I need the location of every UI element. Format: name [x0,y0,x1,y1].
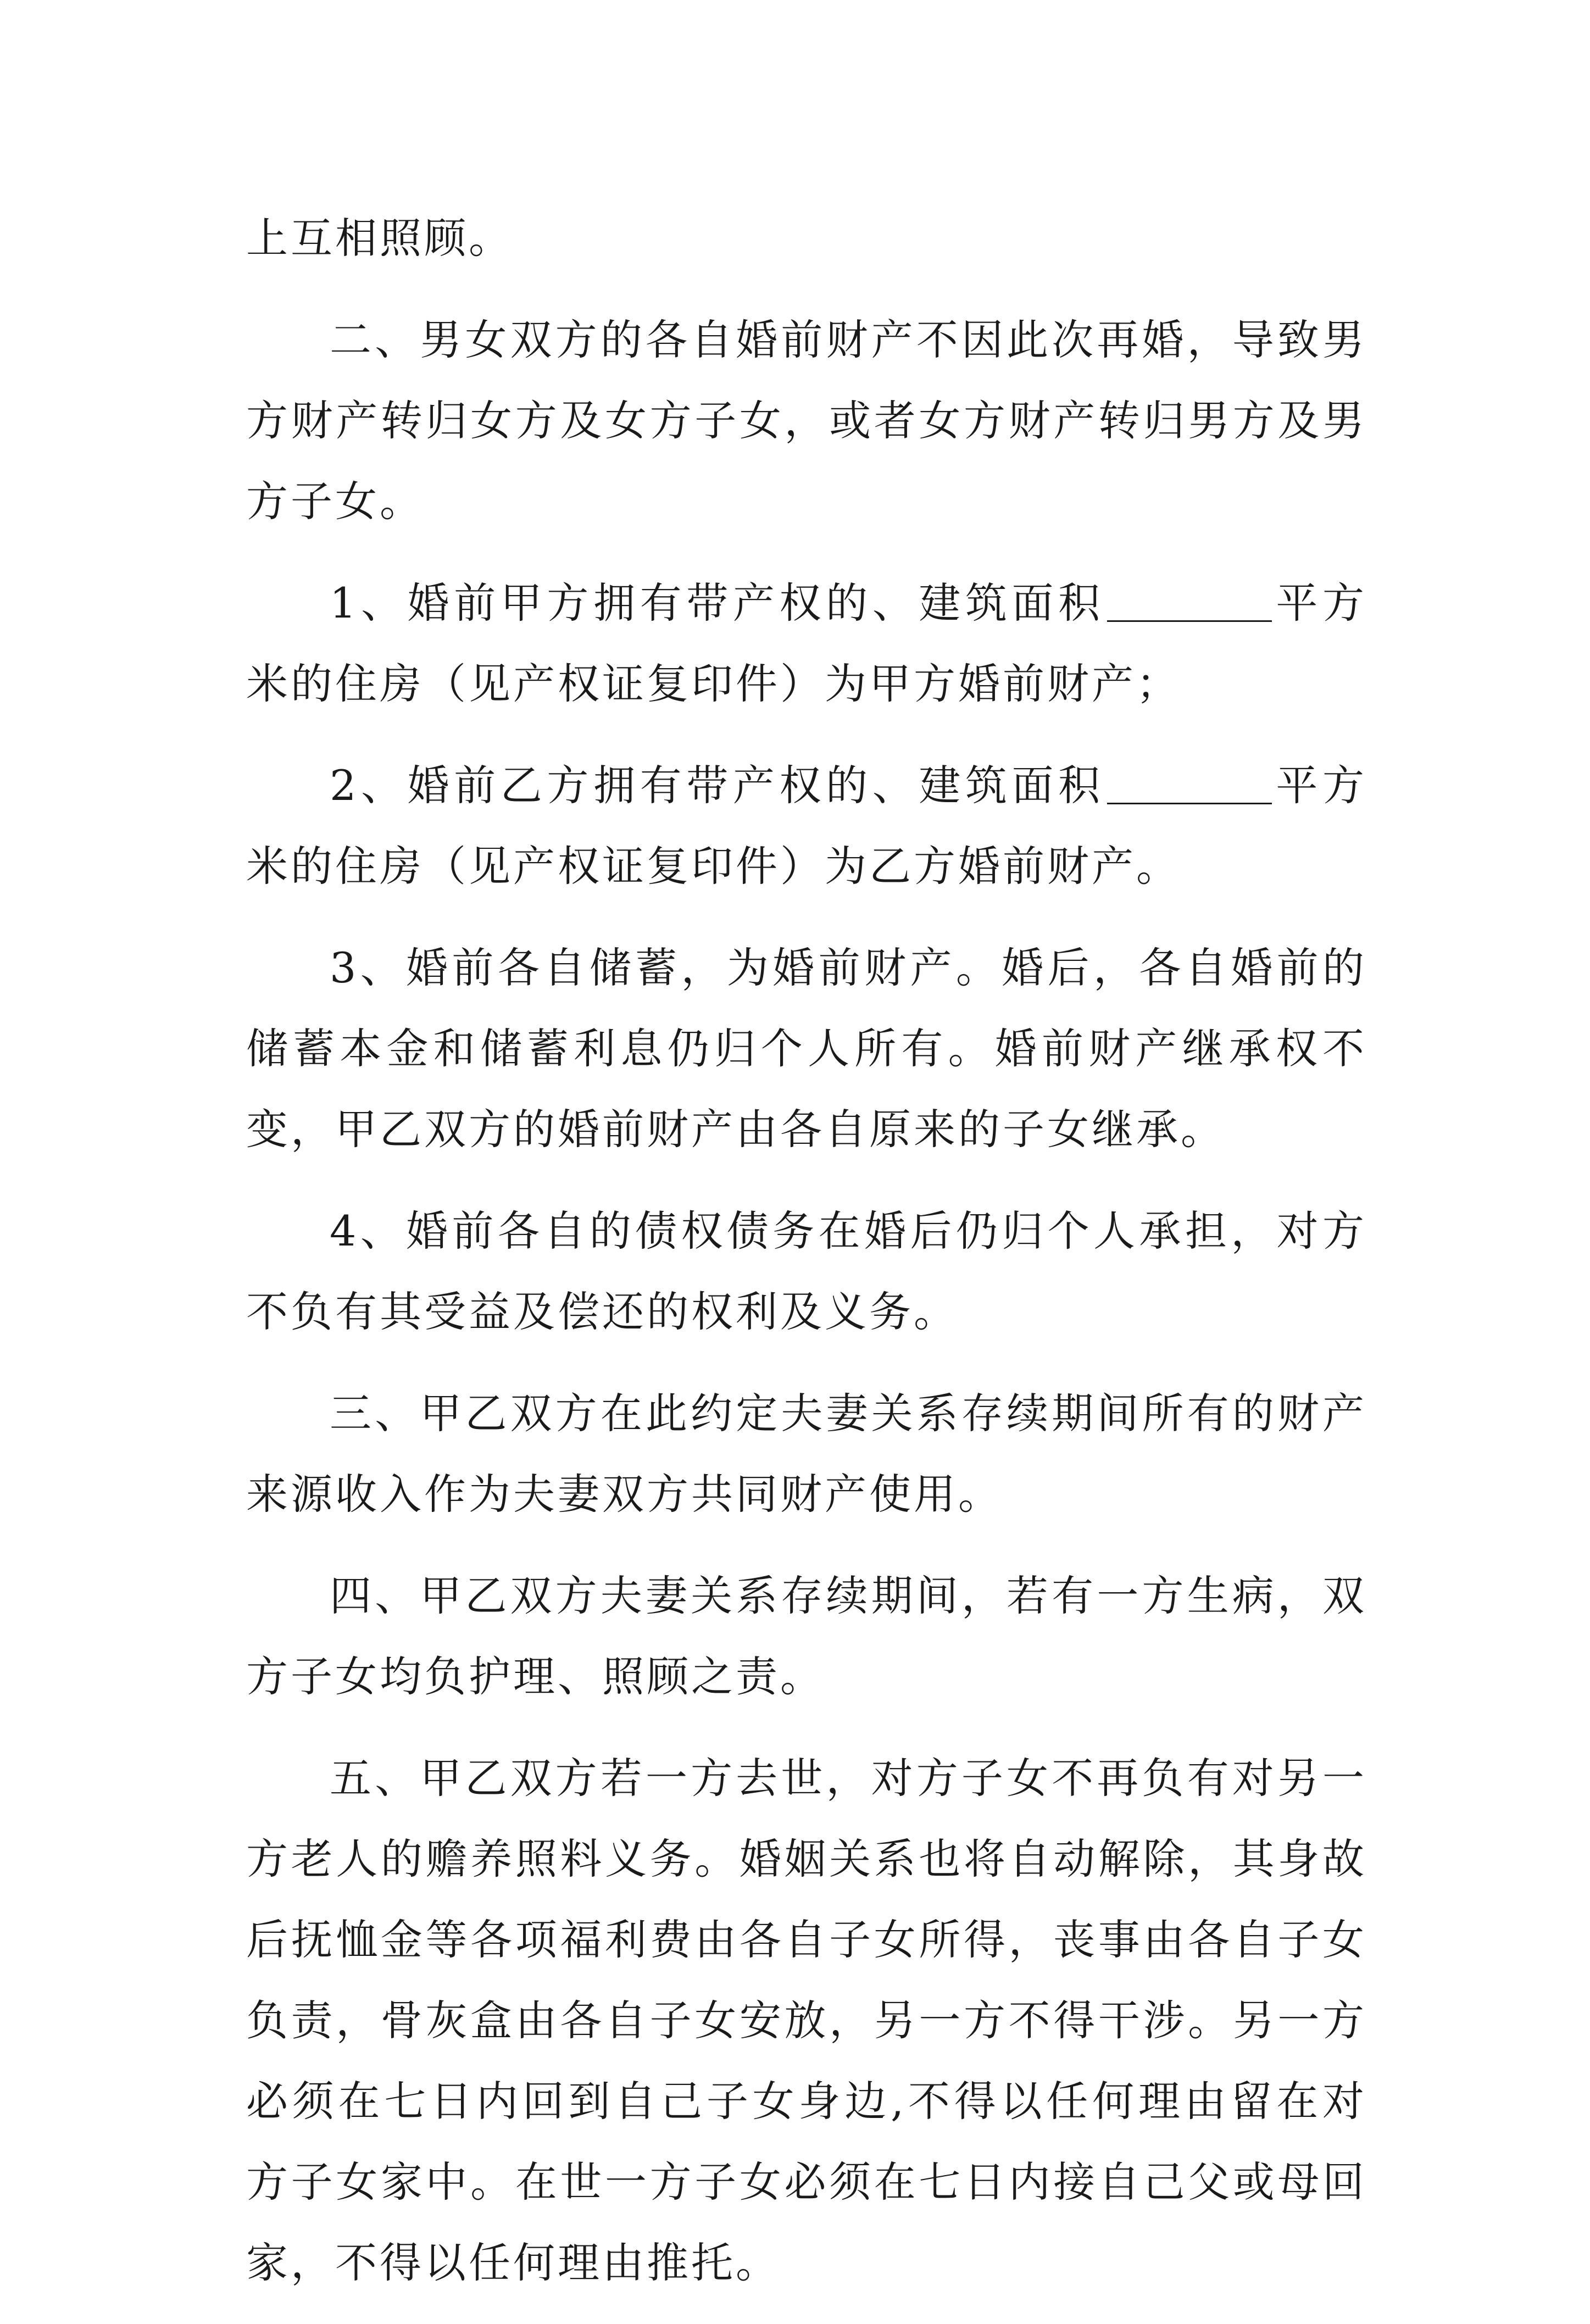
area-blank-line-2 [1107,770,1272,804]
item-2-text-after: 平方米的住房（见产权证复印件）为乙方婚前财产。 [246,761,1367,891]
paragraph-clause-two: 二、男女双方的各自婚前财产不因此次再婚，导致男方财产转归女方及女方子女，或者女方财产转归男方及男方子女。 [246,315,1367,526]
paragraph-continuation: 上互相照顾。 [246,214,513,263]
paragraph-clause-five: 五、甲乙双方若一方去世，对方子女不再负有对另一方老人的赡养照料义务。婚姻关系也将自动解除，其身故后抚恤金等各项福利费由各自子女所得，丧事由各自子女负责，骨灰盒由各自子女安放，另一方不得干涉。另一方必须在七日内回到自己子女身边,不得以任何理由留在对方子女家中。在世一方子女必须在七日内接自己父或母回家，不得以任何理由推托。 [246,1754,1367,2287]
paragraph-clause-four: 四、甲乙双方夫妻关系存续期间，若有一方生病，双方子女均负护理、照顾之责。 [246,1571,1367,1701]
paragraph-item-3: 3、婚前各自储蓄，为婚前财产。婚后，各自婚前的储蓄本金和储蓄利息仍归个人所有。婚前财产继承权不变，甲乙双方的婚前财产由各自原来的子女继承。 [246,943,1367,1154]
area-blank-line-1 [1107,587,1272,622]
item-1-text-before: 1、婚前甲方拥有带产权的、建筑面积 [330,579,1105,627]
paragraph-item-4: 4、婚前各自的债权债务在婚后仍归个人承担，对方不负有其受益及偿还的权利及义务。 [246,1207,1367,1336]
paragraph-item-2 [246,745,1367,907]
item-2-text-before: 2、婚前乙方拥有带产权的、建筑面积 [330,761,1105,810]
document-body [246,198,1367,2324]
item-1-text-after: 平方米的住房（见产权证复印件）为甲方婚前财产； [246,579,1367,708]
paragraph-clause-three: 三、甲乙双方在此约定夫妻关系存续期间所有的财产来源收入作为夫妻双方共同财产使用。 [246,1389,1367,1519]
paragraph-item-1 [246,563,1367,724]
